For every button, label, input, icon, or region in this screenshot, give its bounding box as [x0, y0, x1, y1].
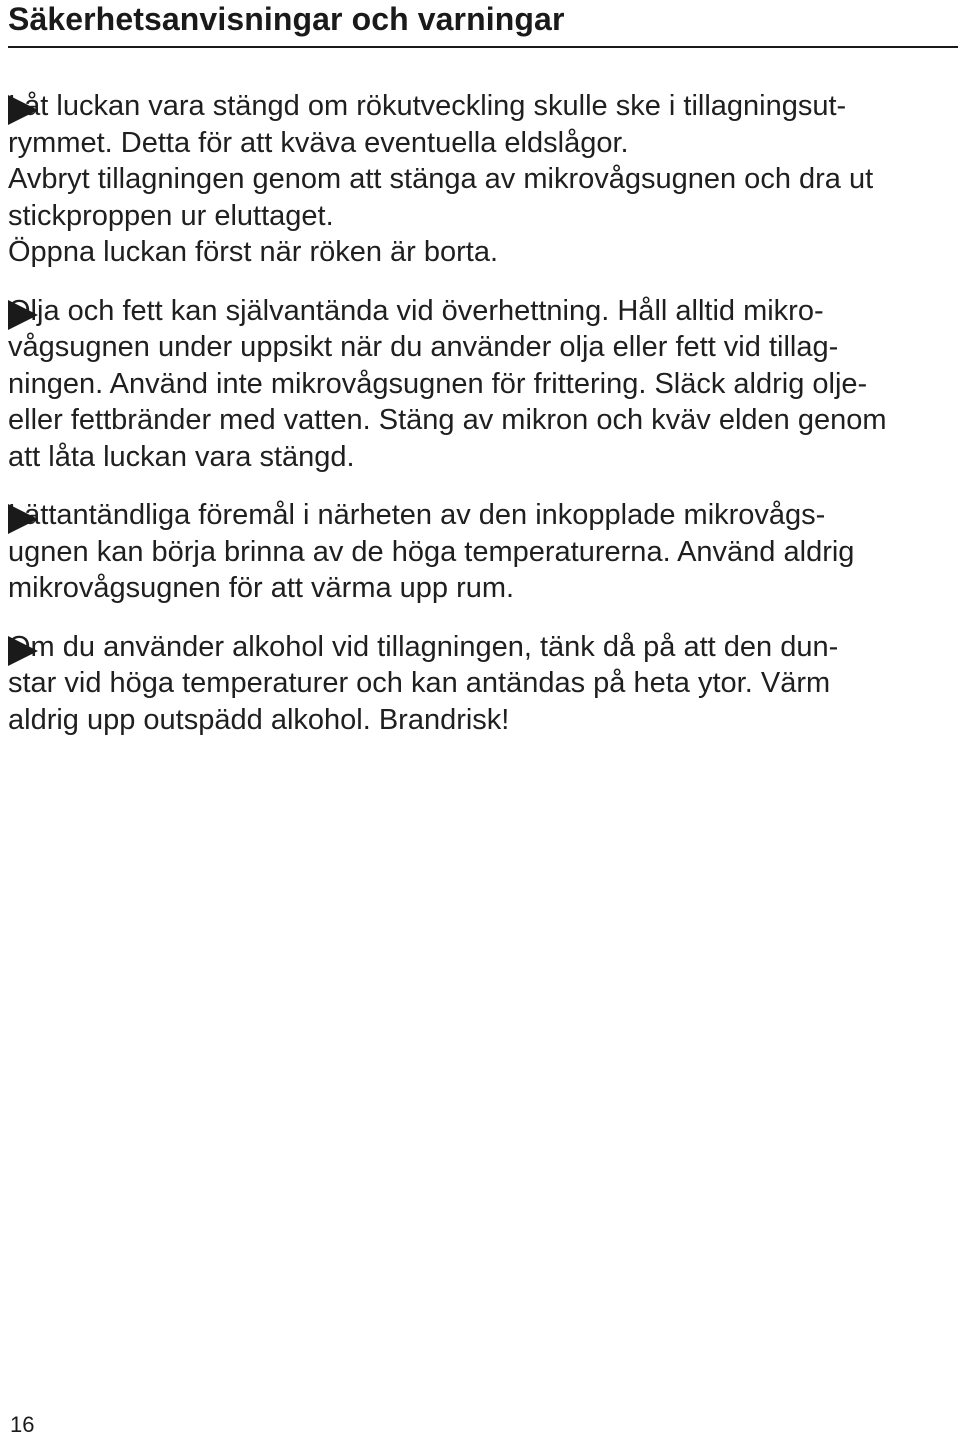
warning-text-line: Olja och fett kan självantända vid överhettning. Håll alltid mikro- — [8, 294, 824, 327]
warning-item — [8, 629, 956, 739]
page-title: Säkerhetsanvisningar och varningar — [8, 1, 565, 37]
triangle-arrow-icon — [8, 504, 38, 534]
title-divider — [8, 46, 958, 48]
warning-list — [8, 88, 956, 760]
triangle-arrow-icon — [8, 300, 38, 330]
warning-text-line: eller fettbränder med vatten. Stäng av mikron och kväv elden genom — [8, 404, 887, 436]
warning-text-line: Lättantändliga föremål i närheten av den inkopplade mikrovågs- — [8, 499, 826, 531]
warning-text-line: stickproppen ur eluttaget. — [8, 199, 334, 232]
warning-text-line: rymmet. Detta för att kväva eventuella eldslågor. — [8, 126, 629, 159]
triangle-arrow-icon — [8, 636, 38, 666]
page-number: 16 — [10, 1412, 35, 1437]
warning-item — [8, 293, 956, 476]
triangle-arrow-icon — [8, 95, 38, 125]
warning-text-line: ugnen kan börja brinna av de höga temperaturerna. Använd aldrig — [8, 535, 855, 568]
warning-text-line: Låt luckan vara stängd om rökutveckling skulle ske i tillagningsut- — [8, 90, 847, 122]
warning-text-line: aldrig upp outspädd alkohol. Brandrisk! — [8, 703, 510, 736]
warning-item — [8, 497, 956, 607]
warning-text-line: Avbryt tillagningen genom att stänga av mikrovågsugnen och dra ut — [8, 163, 874, 195]
warning-item — [8, 88, 956, 271]
warning-text-line: vågsugnen under uppsikt när du använder olja eller fett vid tillag- — [8, 331, 839, 363]
warning-text-line: ningen. Använd inte mikrovågsugnen för frittering. Släck aldrig olje- — [8, 367, 868, 400]
warning-text-line: mikrovågsugnen för att värma upp rum. — [8, 572, 515, 604]
warning-text-line: att låta luckan vara stängd. — [8, 440, 355, 473]
warning-text-line: Öppna luckan först när röken är borta. — [8, 236, 499, 268]
warning-text-line: star vid höga temperaturer och kan antändas på heta ytor. Värm — [8, 667, 831, 699]
warning-text-line: Om du använder alkohol vid tillagningen, tänk då på att den dun- — [8, 630, 839, 663]
